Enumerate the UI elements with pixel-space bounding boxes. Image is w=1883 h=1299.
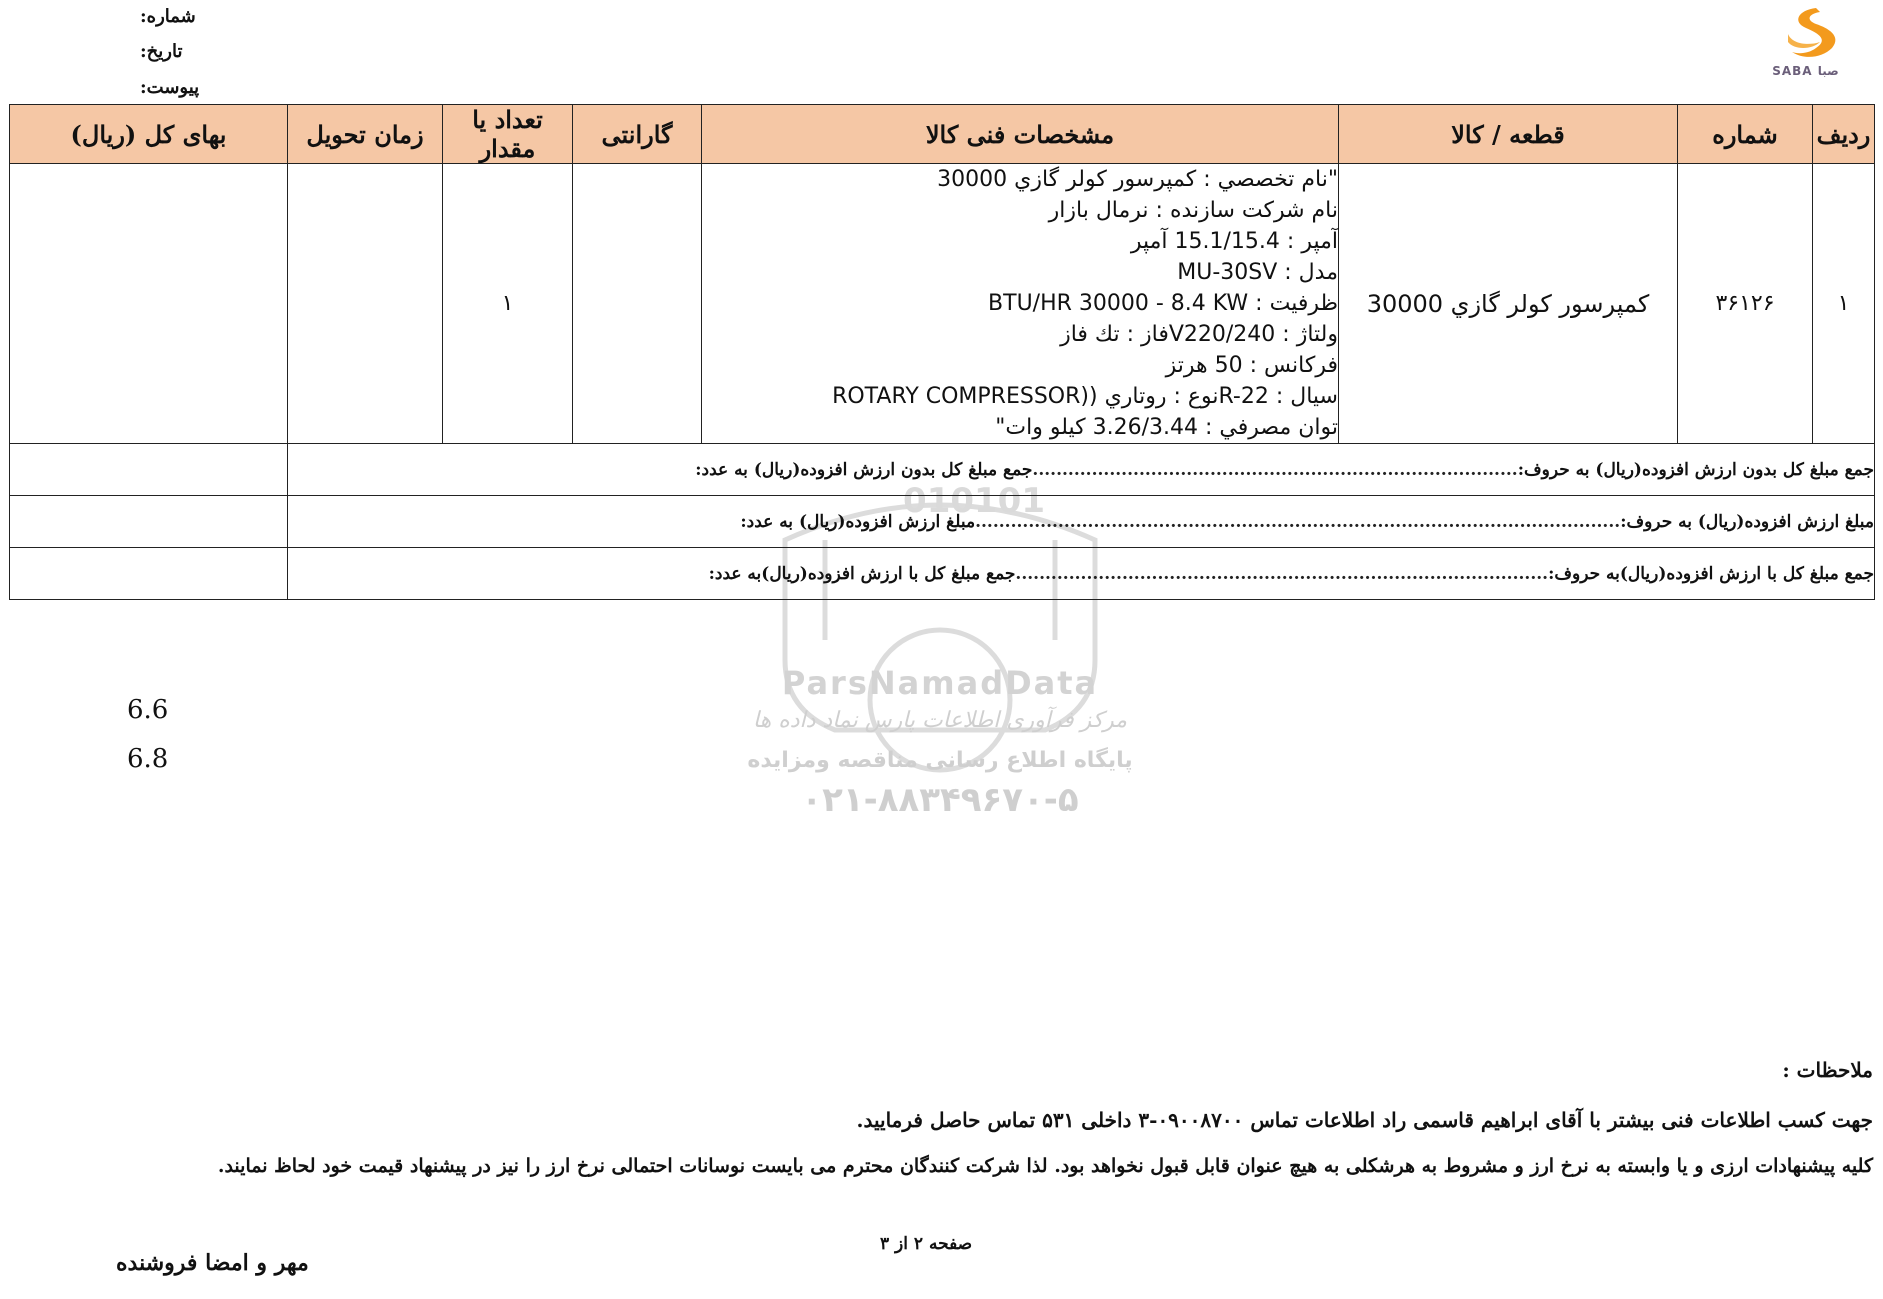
spec-line: سيال : R-22نوع : روتاري ((ROTARY COMPRESSOR	[832, 384, 1338, 409]
cell-delivery	[288, 164, 443, 444]
notes-title: ملاحظات :	[1782, 1058, 1873, 1082]
header-code: شماره	[1678, 105, 1813, 164]
cell-specs	[702, 164, 1339, 444]
sum-with-vat-words: جمع مبلغ کل با ارزش افزوده(ریال)به حروف:	[1548, 563, 1874, 584]
notes-line-2: کلیه پیشنهادات ارزی و یا وابسته به نرخ ارز و مشروط به هرشکلی به هیچ عنوان قابل قبول نخواهد بود. لذا شرکت کنندگان محترم می بایست نوسانات احتمالی نرخ ارز را نیز در پیشنهاد قیمت خود لحاظ نمایند.	[217, 1155, 1873, 1177]
document-attachment-label: پیوست:	[140, 77, 200, 98]
header-warranty: گارانتی	[573, 105, 702, 164]
cell-total-price	[10, 164, 288, 444]
notes-line-1: جهت کسب اطلاعات فنی بیشتر با آقای ابراهیم قاسمی راد اطلاعات تماس ۰۹۰۰۸۷۰۰-۳ داخلی ۵۳۱ تماس حاصل فرمایید.	[856, 1108, 1873, 1132]
spec-line: ظرفيت : BTU/HR 30000 - 8.4 KW	[988, 291, 1338, 316]
spec-line: فركانس : 50 هرتز	[1165, 353, 1338, 378]
cell-quantity: ۱	[443, 164, 573, 444]
document-date-label: تاریخ:	[140, 41, 183, 62]
table-row	[10, 164, 1875, 444]
table-header-row	[10, 105, 1875, 164]
sum-with-vat-label: جمع مبلغ کل با ارزش افزوده(ریال)به حروف:..........................................................................................جمع مبلغ کل با ارزش افزوده(ریال)به عدد:	[288, 548, 1875, 600]
cell-warranty	[573, 164, 702, 444]
vat-amount-label: مبلغ ارزش افزوده(ریال) به حروف:.............................................................................................................مبلغ ارزش افزوده(ریال) به عدد:	[288, 496, 1875, 548]
watermark-phone: ۰۲۱-۸۸۳۴۹۶۷۰-۵	[801, 780, 1079, 820]
vat-amount-value	[10, 496, 288, 548]
cell-item: كمپرسور كولر گازي 30000	[1339, 164, 1678, 444]
logo-text: SABA صبا	[1772, 64, 1839, 78]
watermark-title: ParsNamadData	[781, 664, 1099, 702]
vat-amount-number: مبلغ ارزش افزوده(ریال) به عدد:	[740, 511, 976, 532]
header-delivery: زمان تحویل	[288, 105, 443, 164]
header-quantity: تعداد یا مقدار	[443, 105, 573, 164]
number-label: 6.6	[127, 695, 169, 725]
spec-line: ولتاژ : V220/240فاز : تك فاز	[1060, 322, 1338, 347]
sum-with-vat-number: جمع مبلغ کل با ارزش افزوده(ریال)به عدد:	[708, 563, 1016, 584]
saba-logo	[1758, 2, 1853, 92]
sum-without-vat-value	[10, 444, 288, 496]
number-label: 6.8	[127, 744, 169, 774]
vat-amount-words: مبلغ ارزش افزوده(ریال) به حروف:	[1620, 511, 1874, 532]
spec-line: توان مصرفي : 3.26/3.44 كيلو وات"	[995, 415, 1338, 440]
document-number-label: شماره:	[140, 6, 196, 27]
spec-line: "نام تخصصي : كمپرسور كولر گازي 30000	[937, 167, 1338, 192]
sum-row-without-vat	[10, 444, 1875, 496]
cell-row-no: ۱	[1813, 164, 1875, 444]
sum-without-vat-label: جمع مبلغ کل بدون ارزش افزوده(ریال) به حروف:..................................................................................جمع مبلغ کل بدون ارزش افزوده(ریال) به عدد:	[288, 444, 1875, 496]
header-total-price: بهای کل (ریال)	[10, 105, 288, 164]
sum-without-vat-words: جمع مبلغ کل بدون ارزش افزوده(ریال) به حروف:	[1517, 459, 1874, 480]
spec-line: آمپر : 15.1/15.4 آمپر	[1130, 229, 1338, 254]
page-number: صفحه ۲ از ۳	[880, 1234, 973, 1254]
header-row-no: ردیف	[1813, 105, 1875, 164]
stamp-signature-label: مهر و امضا فروشنده	[116, 1250, 309, 1276]
cell-code: ۳۶۱۲۶	[1678, 164, 1813, 444]
watermark-line1: مرکز فرآوری اطلاعات پارس نماد داده ها	[752, 708, 1128, 733]
header-specs: مشخصات فنی کالا	[702, 105, 1339, 164]
sum-with-vat-value	[10, 548, 288, 600]
sum-row-vat	[10, 496, 1875, 548]
items-table	[9, 104, 1875, 600]
watermark-digits: 010101	[903, 481, 1045, 521]
sum-without-vat-number: جمع مبلغ کل بدون ارزش افزوده(ریال) به عدد:	[695, 459, 1033, 480]
sum-row-with-vat	[10, 548, 1875, 600]
header-item: قطعه / کالا	[1339, 105, 1678, 164]
spec-line: مدل : MU-30SV	[1177, 260, 1338, 285]
spec-line: نام شركت سازنده : نرمال بازار	[1048, 198, 1338, 223]
watermark-line2: پایگاه اطلاع رسانی مناقصه ومزایده	[747, 748, 1133, 773]
